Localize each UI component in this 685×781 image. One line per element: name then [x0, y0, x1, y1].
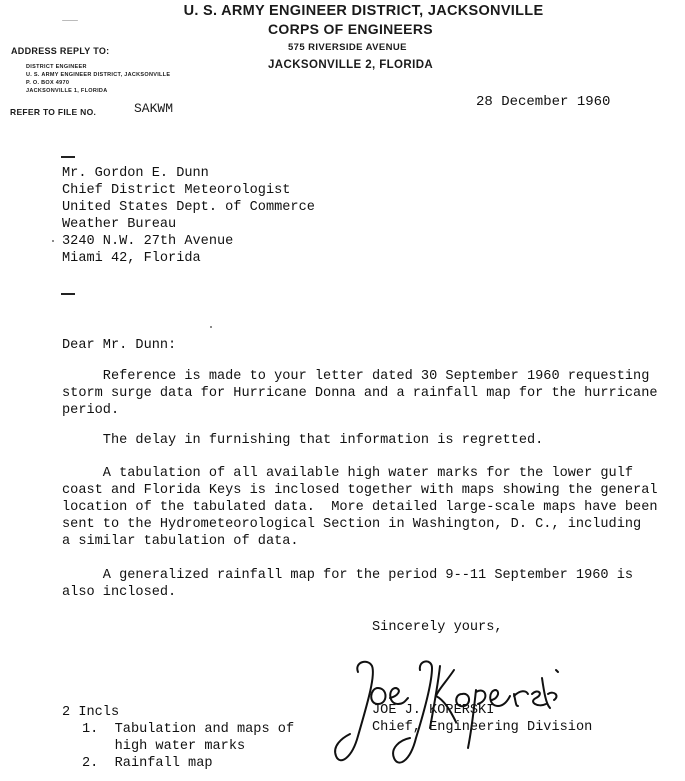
address-reply-line: DISTRICT ENGINEER [26, 64, 87, 70]
recipient-line: Chief District Meteorologist [62, 183, 291, 198]
body-line: sent to the Hydrometeorological Section in Washington, D. C., including [62, 517, 642, 532]
letterhead-street: 575 RIVERSIDE AVENUE [288, 42, 407, 53]
letter-date: 28 December 1960 [476, 94, 611, 110]
enclosure-item: 2. Rainfall map [82, 756, 213, 771]
letterhead-city: JACKSONVILLE 2, FLORIDA [268, 59, 434, 71]
body-line: a similar tabulation of data. [62, 534, 299, 549]
recipient-line: Weather Bureau [62, 217, 177, 232]
body-line: location of the tabulated data. More detailed large-scale maps have been [62, 500, 658, 515]
body-line: period. [62, 403, 120, 418]
enclosure-count: 2 Incls [62, 705, 120, 720]
body-line: A generalized rainfall map for the period 9--11 September 1960 is [62, 568, 634, 583]
signer-name: JOE J. KOPERSKI [372, 703, 495, 718]
recipient-line: Mr. Gordon E. Dunn [62, 166, 209, 181]
closing: Sincerely yours, [372, 620, 503, 635]
body-line: coast and Florida Keys is inclosed together with maps showing the general [62, 483, 658, 498]
stray-mark [62, 20, 78, 21]
recipient-line: 3240 N.W. 27th Avenue [62, 234, 234, 249]
enclosure-item: 1. Tabulation and maps of [82, 722, 295, 737]
address-reply-label: ADDRESS REPLY TO: [11, 46, 110, 56]
signer-title: Chief, Engineering Division [372, 720, 593, 735]
recipient-line: Miami 42, Florida [62, 251, 201, 266]
margin-dash [61, 156, 75, 158]
enclosure-item: high water marks [82, 739, 246, 754]
address-reply-line: U. S. ARMY ENGINEER DISTRICT, JACKSONVILLE [26, 72, 171, 78]
letterhead-subtitle: CORPS OF ENGINEERS [268, 21, 433, 37]
recipient-line: United States Dept. of Commerce [62, 200, 315, 215]
refer-label: REFER TO FILE NO. [10, 107, 97, 117]
stray-mark [210, 326, 212, 328]
body-line: Reference is made to your letter dated 30 September 1960 requesting [62, 369, 650, 384]
margin-dash [61, 293, 75, 295]
letterhead-title: U. S. ARMY ENGINEER DISTRICT, JACKSONVILLE [183, 3, 544, 19]
body-line: storm surge data for Hurricane Donna and a rainfall map for the hurricane [62, 386, 658, 401]
stray-mark [52, 240, 54, 242]
address-reply-line: P. O. BOX 4970 [26, 80, 70, 86]
address-reply-line: JACKSONVILLE 1, FLORIDA [26, 88, 108, 94]
file-number: SAKWM [134, 101, 174, 116]
body-line: The delay in furnishing that information is regretted. [62, 433, 544, 448]
salutation: Dear Mr. Dunn: [62, 338, 177, 353]
body-line: also inclosed. [62, 585, 177, 600]
body-line: A tabulation of all available high water marks for the lower gulf [62, 466, 634, 481]
